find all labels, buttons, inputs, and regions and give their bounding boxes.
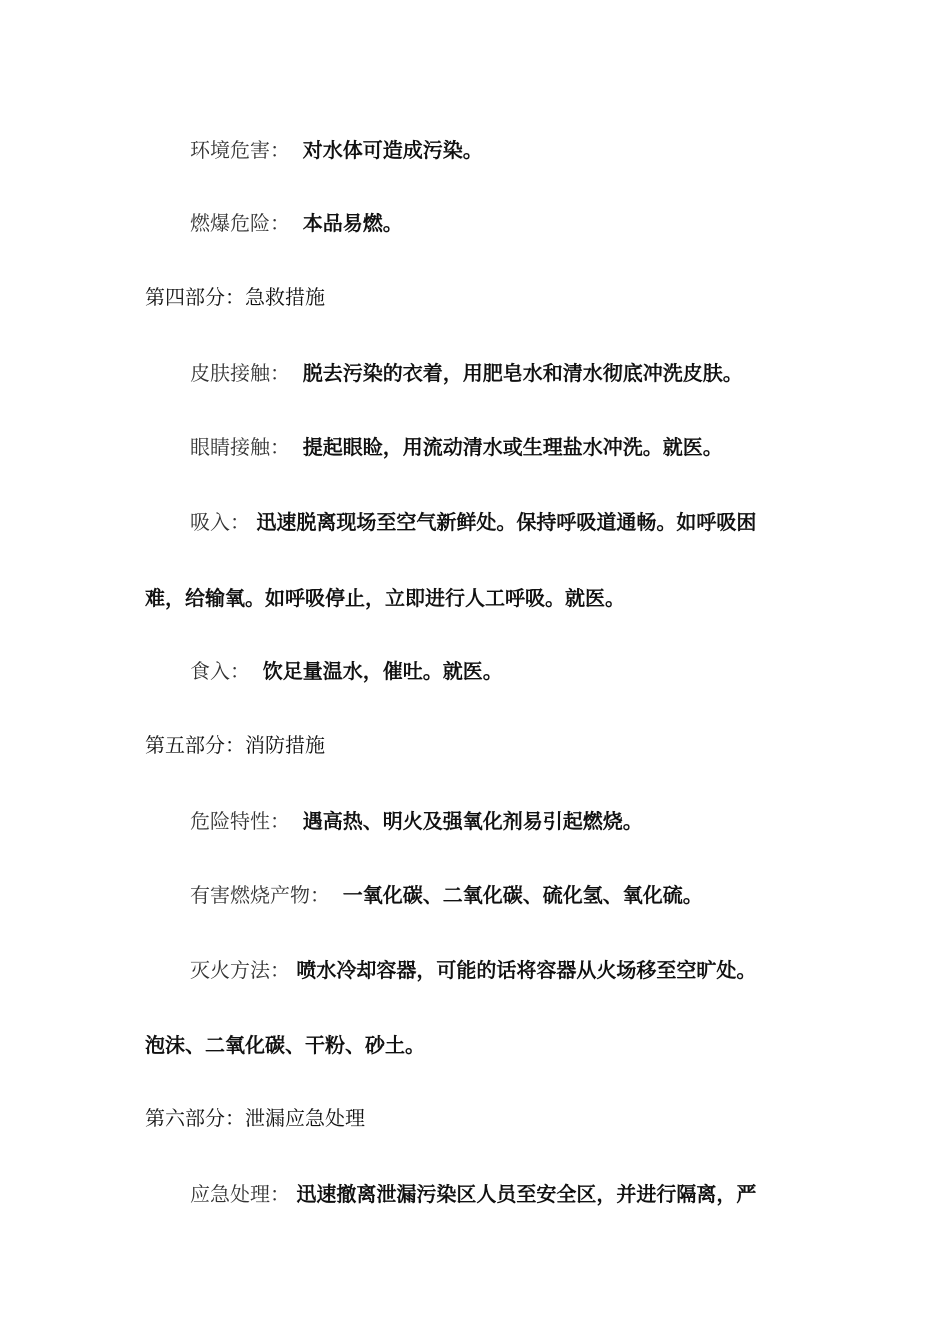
section-heading-leak-emergency (145, 1103, 825, 1133)
field-value: 脱去污染的衣着，用肥皂水和清水彻底冲洗皮肤。 (302, 361, 743, 385)
field-skin-contact (190, 358, 870, 388)
field-ingestion (190, 656, 870, 686)
field-environment-hazard (190, 135, 870, 165)
field-label: 危险特性： (190, 809, 290, 833)
field-value: 迅速撤离泄漏污染区人员至安全区，并进行隔离，严 (296, 1182, 757, 1206)
field-eye-contact (190, 432, 870, 462)
field-hazard-characteristics (190, 806, 870, 836)
field-label: 食入： (190, 659, 250, 683)
section-heading-text: 第四部分：急救措施 (145, 285, 325, 309)
field-emergency-handling (190, 1179, 870, 1209)
section-heading-text: 第五部分：消防措施 (145, 733, 325, 757)
field-value: 本品易燃。 (302, 211, 403, 235)
section-heading-first-aid (145, 282, 825, 312)
field-label: 有害燃烧产物： (190, 883, 330, 907)
field-value: 一氧化碳、二氧化碳、硫化氢、氧化硫。 (342, 883, 703, 907)
field-label: 环境危害： (190, 138, 290, 162)
field-label: 燃爆危险： (190, 211, 290, 235)
field-label: 应急处理： (190, 1182, 290, 1206)
continuation-text: 难，给输氧。如呼吸停止，立即进行人工呼吸。就医。 (145, 586, 625, 610)
field-extinguishing-method-continued (145, 1030, 825, 1060)
section-heading-firefighting (145, 730, 825, 760)
field-value: 迅速脱离现场至空气新鲜处。保持呼吸道通畅。如呼吸困 (256, 510, 757, 534)
section-heading-text: 第六部分：泄漏应急处理 (145, 1106, 365, 1130)
field-value: 提起眼睑，用流动清水或生理盐水冲洗。就医。 (302, 435, 723, 459)
field-label: 吸入： (190, 510, 250, 534)
field-value: 对水体可造成污染。 (302, 138, 483, 162)
field-label: 眼睛接触： (190, 435, 290, 459)
field-combustion-products (190, 880, 870, 910)
field-value: 遇高热、明火及强氧化剂易引起燃烧。 (302, 809, 643, 833)
field-extinguishing-method (190, 955, 870, 985)
field-label: 灭火方法： (190, 958, 290, 982)
field-value: 饮足量温水，催吐。就医。 (262, 659, 503, 683)
field-fire-explosion-hazard (190, 208, 870, 238)
field-label: 皮肤接触： (190, 361, 290, 385)
field-inhalation-continued (145, 583, 825, 613)
continuation-text: 泡沫、二氧化碳、干粉、砂土。 (145, 1033, 425, 1057)
field-value: 喷水冷却容器，可能的话将容器从火场移至空旷处。 (296, 958, 757, 982)
field-inhalation (190, 507, 870, 537)
